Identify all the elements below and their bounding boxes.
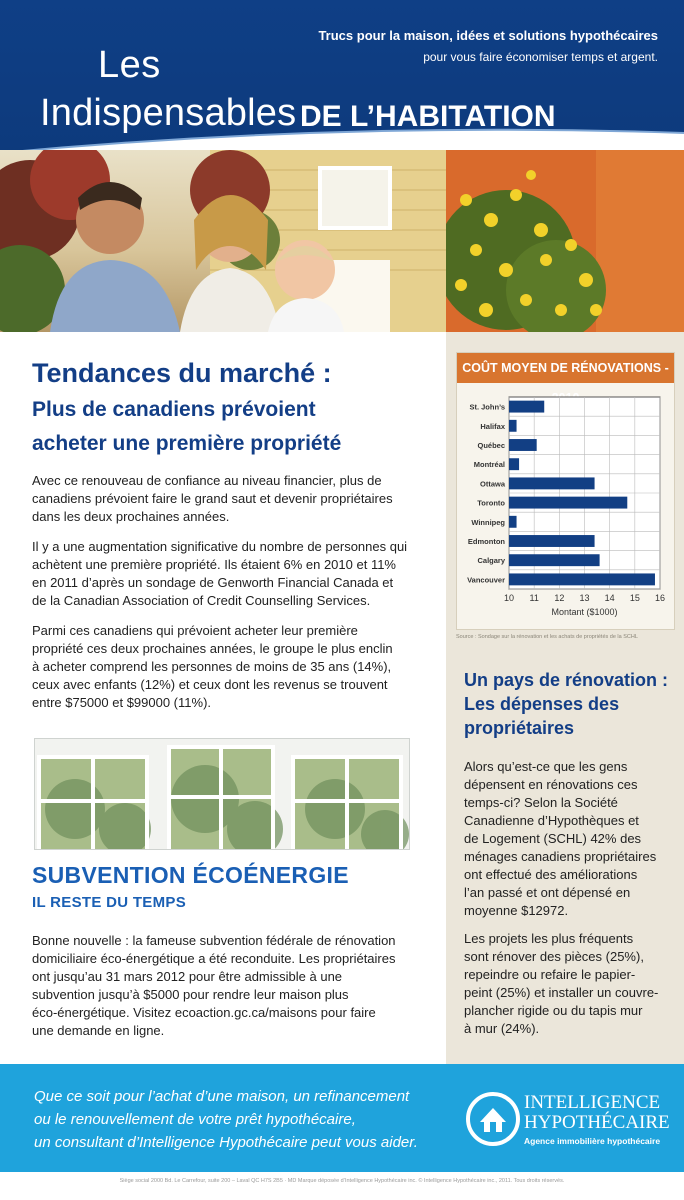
chart-category-label: Ottawa xyxy=(479,479,505,489)
logo-text-line-1: INTELLIGENCE xyxy=(524,1092,661,1113)
text-line: domiciliaire éco-énergétique a été reconduite. Les propriétaires xyxy=(32,951,396,966)
article-paragraph-1 xyxy=(32,472,416,526)
chart-category-label: Québec xyxy=(477,441,505,450)
text-line: Il y a une augmentation significative du nombre de personnes qui xyxy=(32,539,408,554)
flowers-photo xyxy=(446,150,684,332)
text-line: sont rénover des pièces (25%), xyxy=(464,949,644,964)
text-line: propriété ces deux prochaines années, le groupe le plus enclin xyxy=(32,641,393,656)
text-line: éco-énergétique. Visitez ecoaction.gc.ca/maisons pour faire xyxy=(32,1005,376,1020)
logo-tagline: Agence immobilière hypothécaire xyxy=(524,1136,661,1146)
chart-category-label: St. John’s xyxy=(469,402,505,412)
sidebar-title-line-2: Les dépenses des xyxy=(464,694,620,714)
article-subtitle-line-2: acheter une première propriété xyxy=(32,432,342,455)
text-line: ceux avec enfants (12%) et ceux dont les revenus se trouvent xyxy=(32,677,388,692)
windows-photo xyxy=(34,738,410,850)
chart-category-label: Winnipeg xyxy=(471,517,505,527)
chart-category-label: Vancouver xyxy=(467,575,505,585)
sidebar-title-line-3: propriétaires xyxy=(464,718,575,738)
sidebar-paragraph-2 xyxy=(464,930,674,1038)
chart-bar xyxy=(509,458,519,470)
chart-category-label: Edmonton xyxy=(467,537,505,546)
text-line: subvention jusqu’à $5000 pour rendre leur maison plus xyxy=(32,987,349,1002)
text-line: canadiens prévoient faire le grand saut et devenir propriétaires xyxy=(32,491,393,506)
text-line: Avec ce renouveau de confiance au niveau financier, plus de xyxy=(32,473,382,488)
chart-category-label: Toronto xyxy=(477,498,505,508)
text-line: de la Canadian Association of Credit Counselling Services. xyxy=(32,593,371,608)
text-line: ont jusqu’au 31 mars 2012 pour être admissible à une xyxy=(32,969,343,984)
text-line: une demande en ligne. xyxy=(32,1023,165,1038)
chart-x-tick-label: 16 xyxy=(654,593,666,603)
chart-bar xyxy=(509,535,595,547)
logo-text-line-2: HYPOTHÉCAIRE xyxy=(524,1112,670,1133)
chart-x-tick-label: 11 xyxy=(529,593,539,603)
chart-bar xyxy=(509,516,517,528)
chart-x-tick-label: 14 xyxy=(604,593,615,603)
text-line: peint (25%) et installer un couvre- xyxy=(464,985,659,1000)
title-les: Les xyxy=(98,44,161,86)
article-title: Tendances du marché : xyxy=(32,358,332,388)
subvention-subtitle: IL RESTE DU TEMPS xyxy=(32,894,187,911)
text-line: ont effectué des améliorations xyxy=(464,867,638,882)
chart-x-tick-label: 10 xyxy=(503,593,515,603)
chart-category-label: Montréal xyxy=(473,460,505,470)
text-line: de Logement (SCHL) 42% des xyxy=(464,831,642,846)
article-paragraph-3 xyxy=(32,622,416,712)
chart-x-tick-label: 13 xyxy=(579,593,590,603)
subvention-title: SUBVENTION ÉCOÉNERGIE xyxy=(32,862,349,888)
text-line: temps-ci? Selon la Société xyxy=(464,795,618,810)
footer-line-1: Que ce soit pour l’achat d’une maison, un refinancement xyxy=(34,1088,410,1105)
text-line: Alors qu’est-ce que les gens xyxy=(464,759,628,774)
text-line: Canadienne d’Hypothèques et xyxy=(464,813,639,828)
chart-source: Source : Sondage sur la rénovation et les achats de propriétés de la SCHL xyxy=(456,634,638,640)
text-line: Bonne nouvelle : la fameuse subvention fédérale de rénovation xyxy=(32,933,396,948)
chart-category-label: Calgary xyxy=(477,556,505,566)
hero-photo xyxy=(0,150,684,332)
tagline-line-1: Trucs pour la maison, idées et solutions hypothécaires xyxy=(318,28,658,43)
chart-bar xyxy=(509,497,627,509)
text-line: en 2011 d’après un sondage de Genworth Financial Canada et xyxy=(32,575,394,590)
renovation-cost-chart xyxy=(456,352,675,630)
subvention-paragraph xyxy=(32,932,416,1040)
chart-bar xyxy=(509,554,600,566)
windows-illustration xyxy=(35,739,410,850)
text-line: plancher rigide ou du tapis mur xyxy=(464,1003,643,1018)
chart-x-tick-label: 12 xyxy=(554,593,565,603)
text-line: entre $75000 et $99000 (11%). xyxy=(32,695,212,710)
footer-line-2: ou le renouvellement de votre prêt hypothécaire, xyxy=(34,1111,356,1128)
chart-title: COÛT MOYEN DE RÉNOVATIONS - xyxy=(457,353,674,383)
flowers-illustration xyxy=(446,150,684,332)
legal-notice: Siège social 2000 Bd. Le Carrefour, suite 200 – Laval QC H7S 2B5 · MD Marque déposée d’Intelligence Hypothécaire inc. © Intelligence Hypothécaire inc., 2011. Tous droits réservés. xyxy=(119,1178,565,1184)
text-line: dépensent en rénovations ces xyxy=(464,777,638,792)
text-line: à acheter comprend les personnes de moins de 35 ans (14%), xyxy=(32,659,392,674)
sidebar-title-line-1: Un pays de rénovation : xyxy=(464,670,669,690)
text-line: ménages canadiens propriétaires xyxy=(464,849,657,864)
chart-bar xyxy=(509,401,544,413)
article-subtitle-line-1: Plus de canadiens prévoient xyxy=(32,398,316,421)
chart-bar xyxy=(509,573,655,585)
text-line: Parmi ces canadiens qui prévoient acheter leur première xyxy=(32,623,358,638)
tagline-line-2: pour vous faire économiser temps et argent. xyxy=(423,50,658,64)
title-habitation: DE L’HABITATION xyxy=(300,100,556,133)
article-paragraph-2 xyxy=(32,538,416,610)
text-line: repeindre ou refaire le papier- xyxy=(464,967,636,982)
chart-bar xyxy=(509,420,517,432)
footer-line-3: un consultant d’Intelligence Hypothécaire peut vous aider. xyxy=(34,1134,418,1151)
chart-plot xyxy=(457,383,674,629)
family-illustration xyxy=(0,150,446,332)
chart-x-axis-label: Montant ($1000) xyxy=(551,607,618,617)
chart-category-label: Halifax xyxy=(480,421,505,431)
title-indispensables: Indispensables xyxy=(40,92,297,134)
sidebar-paragraph-1 xyxy=(464,758,674,920)
chart-bar xyxy=(509,477,595,489)
house-logo-icon xyxy=(466,1092,520,1146)
text-line: à mur (24%). xyxy=(464,1021,540,1036)
chart-bar xyxy=(509,439,537,451)
text-line: moyenne $12972. xyxy=(464,903,569,918)
company-logo xyxy=(466,1090,678,1150)
chart-x-tick-label: 15 xyxy=(629,593,640,603)
text-line: l’an passé et ont dépensé en xyxy=(464,885,631,900)
text-line: achètent une première propriété. Ils étaient 6% en 2010 et 11% xyxy=(32,557,396,572)
text-line: Les projets les plus fréquents xyxy=(464,931,634,946)
text-line: dans les deux prochaines années. xyxy=(32,509,230,524)
family-photo xyxy=(0,150,446,332)
header-banner xyxy=(0,0,684,158)
